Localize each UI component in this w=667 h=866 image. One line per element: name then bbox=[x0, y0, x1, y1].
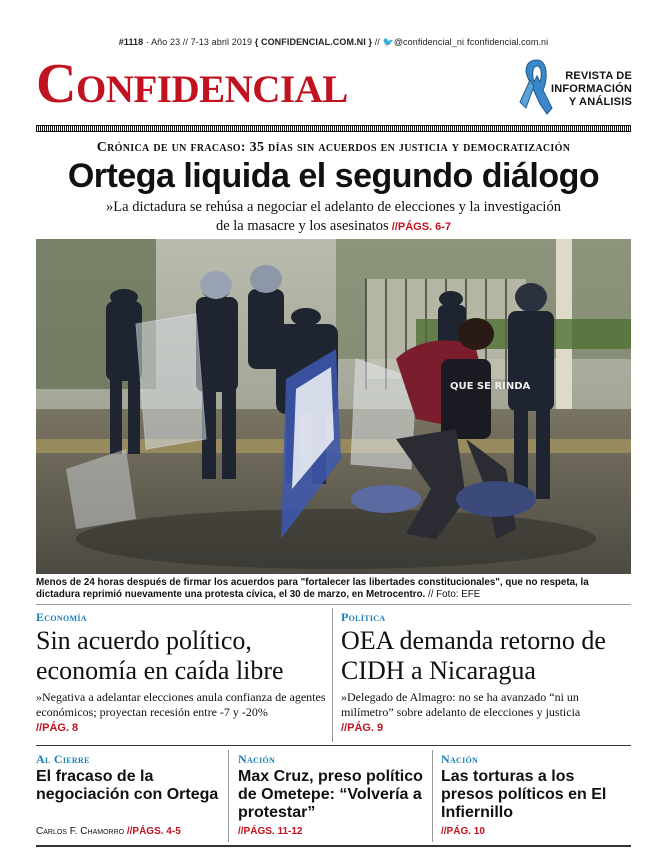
lead-kicker: Crónica de un fracaso: 35 días sin acuerdos en justicia y democratización bbox=[96, 140, 571, 155]
story-1-section[interactable]: Economía bbox=[36, 610, 87, 624]
brief-1-headline[interactable]: El fracaso de la negociación con Ortega bbox=[36, 768, 219, 803]
logo-wordmark[interactable]: Confidencial bbox=[36, 53, 348, 115]
facebook-icon: f bbox=[466, 37, 470, 47]
twitter-icon: 🐦 bbox=[382, 37, 394, 47]
tagline-line-2: INFORMACIÓN bbox=[550, 83, 632, 95]
brief-1-section[interactable]: Al Cierre bbox=[36, 752, 90, 766]
lead-photo[interactable] bbox=[36, 239, 631, 574]
story-2-deck-text: »Delegado de Almagro: no se ha avanzado “ni un milímetro” sobre adelanto de elecciones y justicia bbox=[341, 690, 581, 719]
photo-credit: // Foto: EFE bbox=[425, 589, 481, 600]
lead-headline[interactable]: Ortega liquida el segundo diálogo bbox=[67, 157, 600, 195]
tagline-line-3: Y ANÁLISIS bbox=[568, 96, 632, 108]
tagline-line-1: REVISTA DE bbox=[565, 70, 632, 82]
issue-date: · Año 23 // 7-13 abril 2019 bbox=[143, 37, 255, 47]
brief-1-page-reference[interactable]: //PÁGS. 4-5 bbox=[126, 826, 181, 837]
story-1-deck-text: »Negativa a adelantar elecciones anula confianza de agentes económicos; proyectan recesión entre -7 y -20% bbox=[36, 690, 326, 719]
story-2-page-reference[interactable]: //PÁG. 9 bbox=[341, 722, 384, 734]
story-1-headline[interactable]: Sin acuerdo político, economía en caída libre bbox=[36, 626, 284, 685]
section-divider-top bbox=[36, 604, 631, 605]
twitter-handle[interactable]: @confidencial_ni bbox=[393, 37, 465, 47]
story-2-headline[interactable]: OEA demanda retorno de CIDH a Nicaragua bbox=[341, 626, 606, 685]
lead-deck bbox=[100, 198, 567, 237]
brief-column-divider-2 bbox=[432, 750, 433, 842]
masthead-divider bbox=[36, 125, 631, 132]
social-separator: // bbox=[374, 37, 383, 47]
masthead bbox=[36, 52, 636, 122]
brief-2-page-reference[interactable]: //PÁGS. 11-12 bbox=[238, 826, 303, 837]
story-2-deck bbox=[341, 690, 631, 736]
brief-column-divider-1 bbox=[228, 750, 229, 842]
issue-number: #1118 bbox=[118, 37, 144, 47]
lead-deck-text: »La dictadura se rehúsa a negociar el adelanto de elecciones y la investigación de la masacre y los asesinatos bbox=[106, 199, 561, 234]
story-2-section[interactable]: Política bbox=[341, 610, 386, 624]
bottom-rule bbox=[36, 845, 631, 847]
story-column-divider bbox=[332, 608, 333, 742]
lead-page-reference[interactable]: //PÁGS. 6-7 bbox=[388, 221, 452, 233]
masthead-tagline bbox=[551, 70, 632, 109]
protest-scene-illustration bbox=[36, 239, 631, 574]
story-1-page-reference[interactable]: //PÁG. 8 bbox=[36, 722, 79, 734]
caption-text: Menos de 24 horas después de firmar los acuerdos para "fortalecer las libertades constitucionales", que no respeta, la dictadura reprimió nuevamente una protesta cívica, el 30 de marzo, en Metrocentro. bbox=[36, 577, 589, 600]
brief-1-byline bbox=[36, 826, 181, 837]
issue-info-line bbox=[0, 37, 667, 48]
brief-2-headline[interactable]: Max Cruz, preso político de Ometepe: “Volvería a protestar” bbox=[238, 768, 423, 821]
protester-shirt-text: QUE SE RINDA bbox=[450, 381, 531, 392]
facebook-page[interactable]: confidencial.com.ni bbox=[469, 37, 549, 47]
brief-3-section[interactable]: Nación bbox=[441, 752, 479, 766]
story-1-deck bbox=[36, 690, 328, 736]
brief-1-author: Carlos F. Chamorro bbox=[36, 826, 127, 837]
website-label[interactable]: { CONFIDENCIAL.COM.NI } bbox=[254, 37, 373, 47]
brief-3-headline[interactable]: Las torturas a los presos políticos en El Infiernillo bbox=[441, 768, 607, 821]
brief-3-byline bbox=[441, 826, 485, 837]
brief-2-section[interactable]: Nación bbox=[238, 752, 276, 766]
photo-caption bbox=[36, 577, 631, 601]
brief-3-page-reference[interactable]: //PÁG. 10 bbox=[441, 826, 485, 837]
section-divider-middle bbox=[36, 745, 631, 746]
brief-2-byline bbox=[238, 826, 302, 837]
